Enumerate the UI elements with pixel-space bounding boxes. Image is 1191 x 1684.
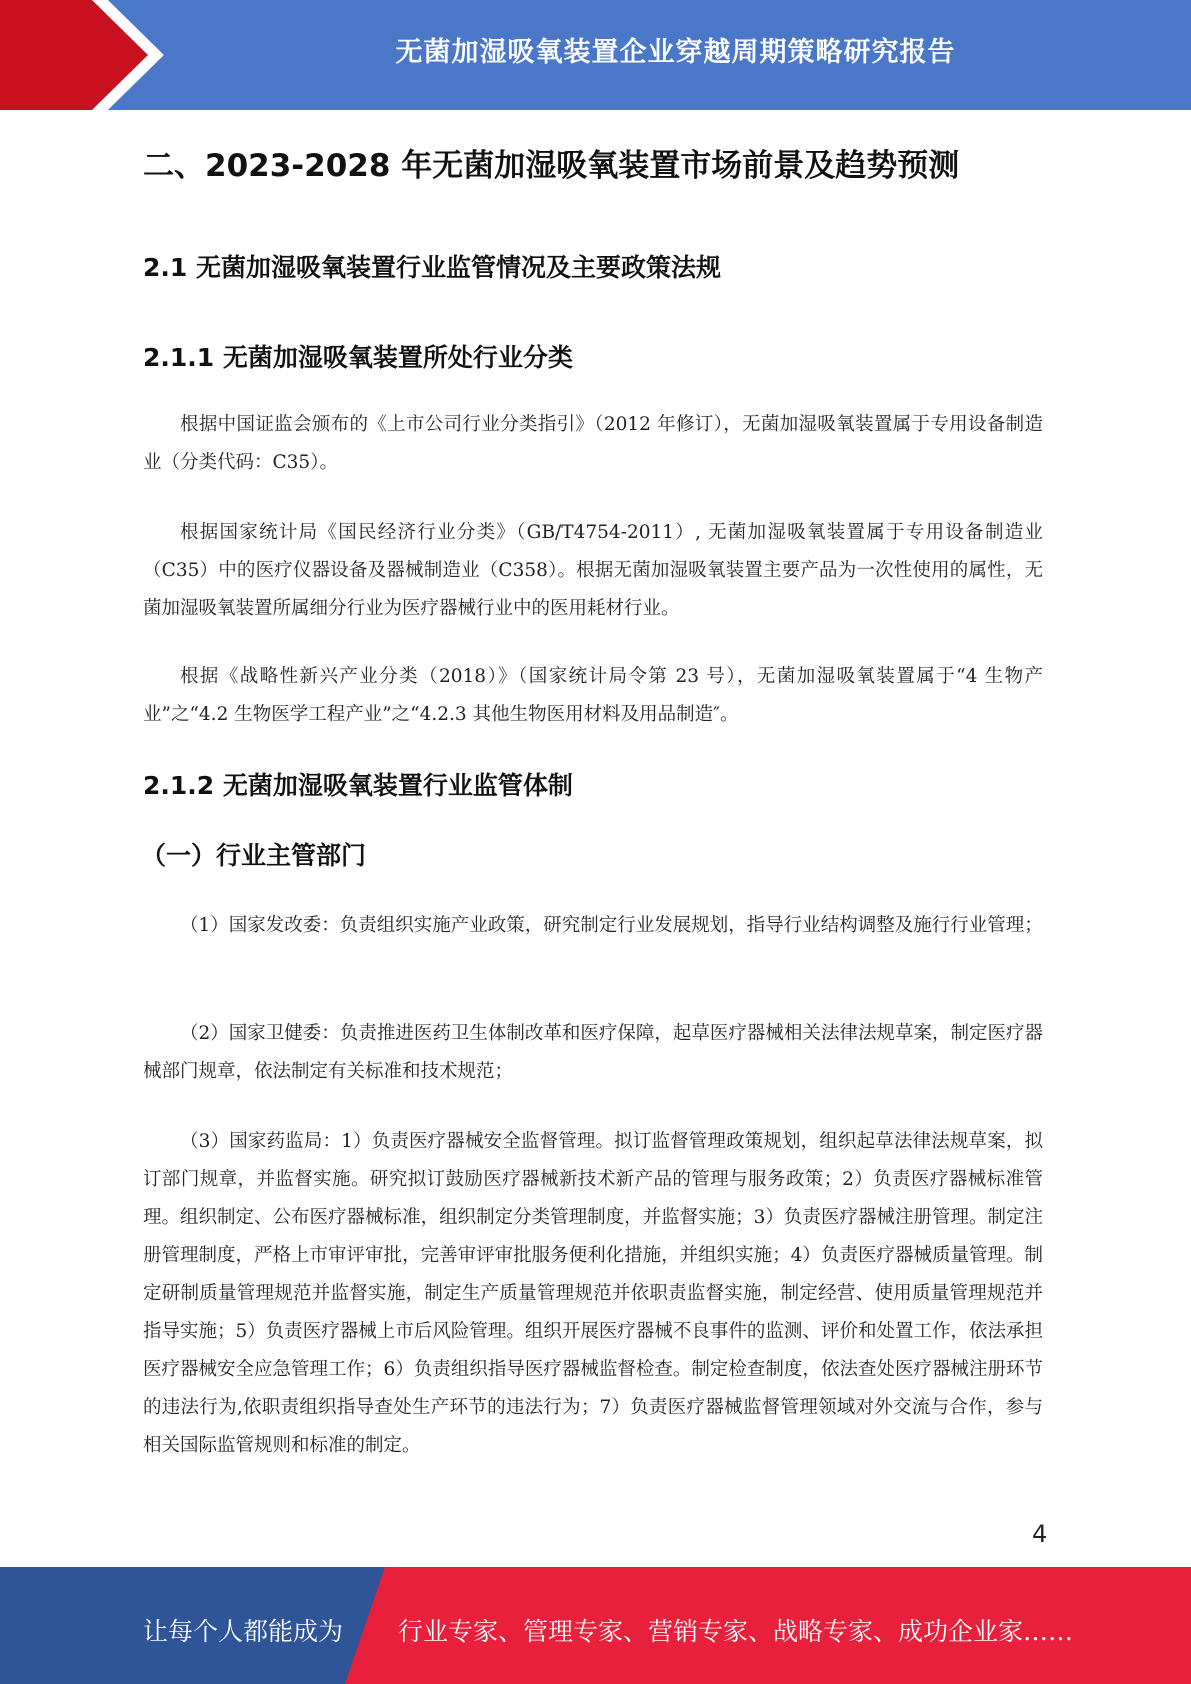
subsection-heading-2-1: 2.1 无菌加湿吸氧装置行业监管情况及主要政策法规 — [143, 253, 721, 282]
subsection-heading-2-1-2: 2.1.2 无菌加湿吸氧装置行业监管体制 — [143, 771, 573, 800]
page-footer — [0, 1567, 1191, 1684]
report-title: 无菌加湿吸氧装置企业穿越周期策略研究报告 — [395, 37, 956, 68]
page-number: 4 — [1032, 1520, 1048, 1548]
subsection-heading-departments: （一）行业主管部门 — [141, 841, 367, 870]
page-header — [0, 0, 1191, 110]
subsection-heading-2-1-1: 2.1.1 无菌加湿吸氧装置所处行业分类 — [143, 343, 573, 372]
paragraph-industry-classification-nbs: 根据国家统计局《国民经济行业分类》（GB/T4754-2011）, 无菌加湿吸氧装置属于专用设备制造业（C35）中的医疗仪器设备及器械制造业（C358）。根据无菌加湿吸氧装置主要产品为一次性使用的属性，无菌加湿吸氧装置所属细分行业为医疗器械行业中的医用耗材行业。 — [143, 522, 1043, 619]
paragraph-strategic-emerging-industry: 根据《战略性新兴产业分类（2018）》（国家统计局令第 23 号），无菌加湿吸氧装置属于“4 生物产业”之“4.2 生物医学工程产业”之“4.2.3 其他生物医用材料及用品制造″。 — [143, 666, 1043, 725]
paragraph-industry-classification-csrc: 根据中国证监会颁布的《上市公司行业分类指引》（2012 年修订），无菌加湿吸氧装置属于专用设备制造业（分类代码：C35）。 — [143, 414, 1043, 473]
paragraph-ndrc: （1）国家发改委：负责组织实施产业政策，研究制定行业发展规划，指导行业结构调整及施行行业管理； — [180, 915, 1043, 936]
paragraph-nhc: （2）国家卫健委：负责推进医药卫生体制改革和医疗保障，起草医疗器械相关法律法规草案，制定医疗器械部门规章，依法制定有关标准和技术规范； — [143, 1023, 1043, 1082]
section-heading: 二、2023-2028 年无菌加湿吸氧装置市场前景及趋势预测 — [143, 148, 960, 184]
footer-slogan-left: 让每个人都能成为 — [143, 1617, 344, 1646]
footer-slogan-right: 行业专家、管理专家、营销专家、战略专家、成功企业家…… — [398, 1617, 1074, 1646]
paragraph-nmpa: （3）国家药监局：1）负责医疗器械安全监督管理。拟订监督管理政策规划，组织起草法律法规草案，拟订部门规章，并监督实施。研究拟订鼓励医疗器械新技术新产品的管理与服务政策；2）负责医疗器械标准管理。组织制定、公布医疗器械标准，组织制定分类管理制度，并监督实施；3）负责医疗器械注册管理。制定注册管理制度，严格上市审评审批，完善审评审批服务便利化措施，并组织实施；4）负责医疗器械质量管理。制定研制质量管理规范并监督实施，制定生产质量管理规范并依职责监督实施，制定经营、使用质量管理规范并指导实施；5）负责医疗器械上市后风险管理。组织开展医疗器械不良事件的监测、评价和处置工作，依法承担医疗器械安全应急管理工作；6）负责组织指导医疗器械监督检查。制定检查制度，依法查处医疗器械注册环节的违法行为,依职责组织指导查处生产环节的违法行为；7）负责医疗器械监督管理领域对外交流与合作，参与相关国际监管规则和标准的制定。 — [143, 1131, 1043, 1456]
